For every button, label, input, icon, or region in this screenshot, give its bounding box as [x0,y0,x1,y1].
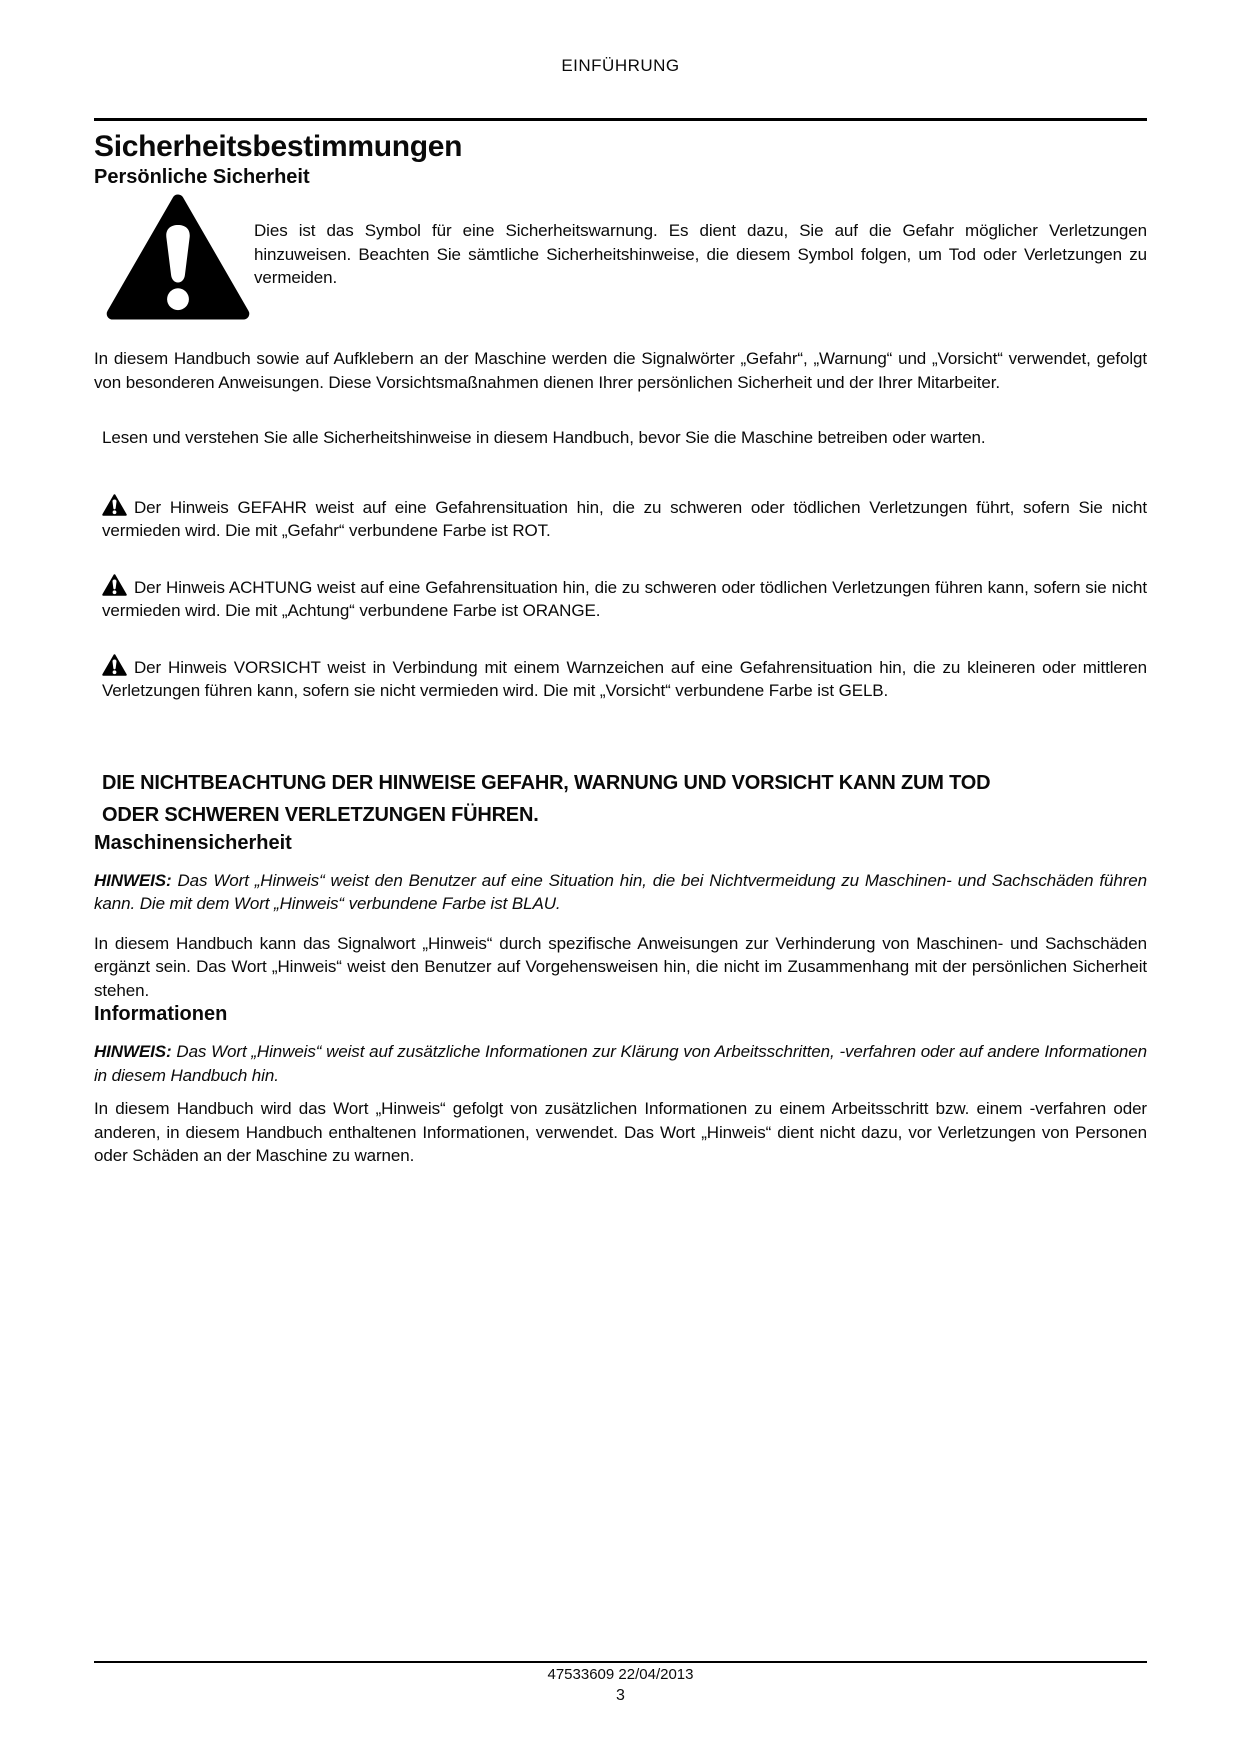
page-title: Sicherheitsbestimmungen [94,130,463,163]
signal-word-caution-paragraph [102,654,1147,703]
signal-word-warning-paragraph [102,574,1147,623]
safety-alert-triangle-icon [102,193,254,321]
machine-safety-notice [94,869,1147,916]
warning-statement: DIE NICHTBEACHTUNG DER HINWEISE GEFAHR, WARNUNG UND VORSICHT KANN ZUM TOD ODER SCHWEREN VERLETZUNGEN FÜHREN. [102,771,991,826]
safety-symbol-row [102,193,1147,321]
read-understand-paragraph: Lesen und verstehen Sie alle Sicherheitshinweise in diesem Handbuch, bevor Sie die Maschine betreiben oder warten. [102,428,986,447]
signal-word-danger-text: Der Hinweis GEFAHR weist auf eine Gefahrensituation hin, die zu schweren oder tödlichen Verletzungen führt, sofern Sie nicht vermieden wird. Die mit „Gefahr“ verbundene Farbe ist ROT. [102,497,1147,540]
notice-text: Das Wort „Hinweis“ weist auf zusätzliche Informationen zur Klärung von Arbeitsschritten, -verfahren oder auf andere Informationen in diesem Handbuch hin. [94,1042,1147,1085]
intro-paragraph: In diesem Handbuch sowie auf Aufklebern an der Maschine werden die Signalwörter „Gefahr“, „Warnung“ und „Vorsicht“ verwendet, gefolgt von besonderen Anweisungen. Diese Vorsichtsmaßnahmen dienen Ihrer persönlichen Sicherheit und der Ihrer Mitarbeiter. [94,349,1147,392]
section-heading-machine-safety: Maschinensicherheit [94,831,292,854]
notice-label: HINWEIS: [94,1042,172,1061]
safety-symbol-text: Dies ist das Symbol für eine Sicherheitswarnung. Es dient dazu, Sie auf die Gefahr möglicher Verletzungen hinzuweisen. Beachten Sie sämtliche Sicherheitshinweise, die diesem Symbol folgen, um Tod oder Verletzungen zu vermeiden. [254,221,1147,287]
notice-label: HINWEIS: [94,870,172,890]
warning-triangle-icon [102,494,127,516]
running-header: EINFÜHRUNG [561,56,680,75]
section-heading-personal-safety: Persönliche Sicherheit [94,166,310,188]
header-rule [94,118,1147,121]
notice-text: Das Wort „Hinweis“ weist den Benutzer auf eine Situation hin, die bei Nichtvermeidung zu Maschinen- und Sachschäden führen kann. Die mit dem Wort „Hinweis“ verbundene Farbe ist BLAU. [94,870,1148,913]
page-footer [94,1661,1147,1705]
warning-triangle-icon [102,654,127,676]
machine-safety-body: In diesem Handbuch kann das Signalwort „Hinweis“ durch spezifische Anweisungen zur Verhinderung von Maschinen- und Sachschäden ergänzt sein. Das Wort „Hinweis“ weist den Benutzer auf Vorgehensweisen hin, die nicht im Zusammenhang mit der persönlichen Sicherheit stehen. [94,933,1147,1000]
document-reference: 47533609 22/04/2013 [547,1666,694,1683]
warning-triangle-icon [102,574,127,596]
signal-word-danger-paragraph [102,494,1147,543]
signal-word-caution-text: Der Hinweis VORSICHT weist in Verbindung mit einem Warnzeichen auf eine Gefahrensituation hin, die zu kleineren oder mittleren Verletzungen führen kann, sofern sie nicht vermieden wird. Die mit „Vorsicht“ verbundene Farbe ist GELB. [102,657,1147,700]
page-number: 3 [616,1687,625,1704]
information-notice [94,1040,1147,1087]
section-heading-information: Informationen [94,1003,228,1025]
signal-word-warning-text: Der Hinweis ACHTUNG weist auf eine Gefahrensituation hin, die zu schweren oder tödlichen Verletzungen führen kann, sofern sie nicht vermieden wird. Die mit „Achtung“ verbundene Farbe ist ORANGE. [102,577,1147,620]
information-body: In diesem Handbuch wird das Wort „Hinweis“ gefolgt von zusätzlichen Informationen zu einem Arbeitsschritt bzw. einem -verfahren oder anderen, in diesem Handbuch enthaltenen Informationen, verwendet. Das Wort „Hinweis“ dient nicht dazu, vor Verletzungen von Personen oder Schäden an der Maschine zu warnen. [94,1099,1147,1165]
